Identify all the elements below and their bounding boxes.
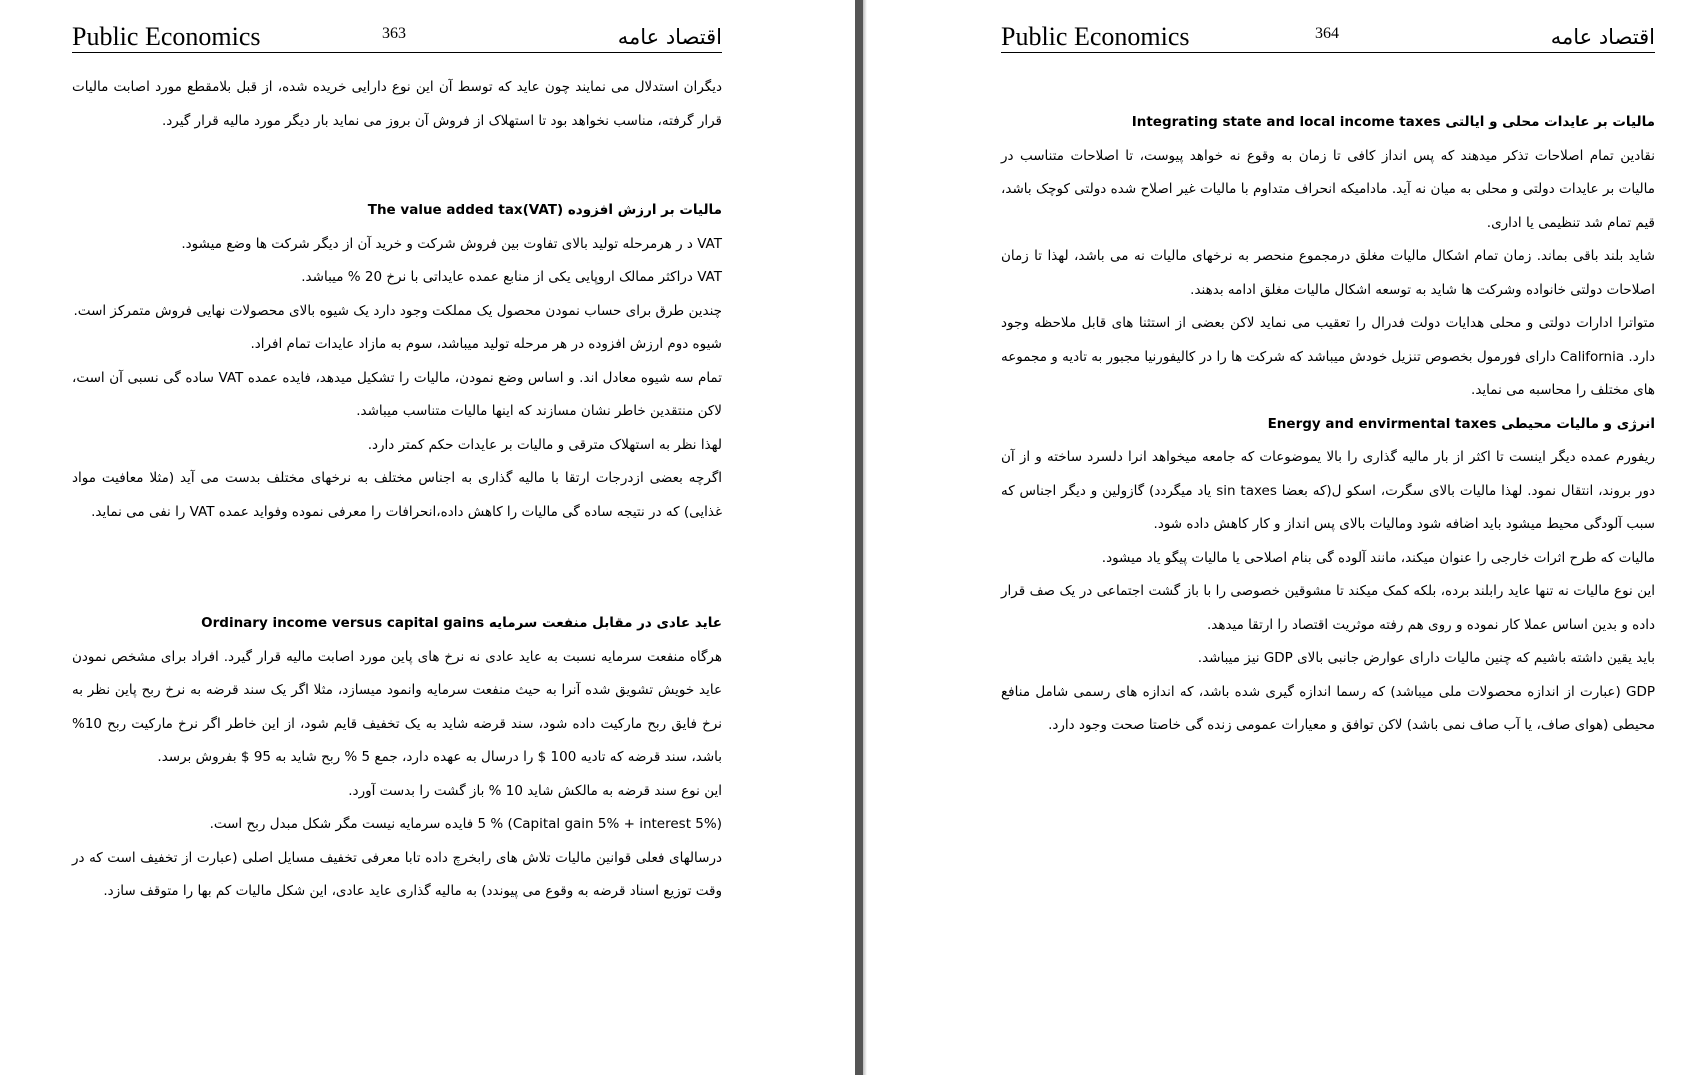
page-header bbox=[1001, 20, 1655, 53]
page-gutter bbox=[855, 0, 863, 1075]
page-364 bbox=[867, 0, 1693, 1075]
paragraph: GDP (عبارت از اندازه محصولات ملی میباشد) که رسما اندازه گیری شده باشد، که اندازه های رسمی شامل منافع محیطی (هوای صاف، یا آب صاف نمی باشد) لاکن توافق و معیارات عمومی زنده گی خاصتا صحت وجود دارد. bbox=[1001, 683, 1655, 733]
page-header bbox=[72, 20, 722, 53]
paragraph: تمام سه شیوه معادل اند. و اساس وضع نمودن، مالیات را تشکیل میدهد، فایده عمده VAT ساده گی نسبی آن است، لاکن منتقدین خاطر نشان مسازند که اینها مالیات متناسب میباشد. bbox=[72, 369, 722, 419]
section-heading-energy-taxes: انرژی و مالیات محیطی Energy and envirmental taxes bbox=[1267, 415, 1655, 432]
paragraph: درسالهای فعلی قوانین مالیات تلاش های رابخرچ داده تابا معرفی تخفیف مسایل اصلی (عبارت از تخفیف است که در وقت توزیع اسناد قرضه به وقوع می پیوندد) به مالیه گذاری عاید عادی، این شکل مالیات کم بها را متوقف سازد. bbox=[72, 849, 722, 899]
paragraph: ریفورم عمده دیگر اینست تا اکثر از بار مالیه گذاری را بالا یموضوعات که جامعه میخواهد انرا دلسرد ساخته و از آن دور بروند، انتقال نمود. لهذا مالیات بالای سگرت، اسکو ل(که بعضا sin taxes یاد میگردد) گازولین و دیگر اجناس که سبب آلودگی محیط میشود باید اضافه شود ومالیات بالای پس انداز و کار کاهش داده شود. bbox=[1001, 449, 1655, 532]
page-number: 363 bbox=[382, 25, 406, 42]
paragraph: مالیات که طرح اثرات خارجی را عنوان میکند، مانند آلوده گی بنام اصلاحی یا مالیات پیگو یاد میشود. bbox=[1101, 549, 1655, 566]
paragraph: (Capital gain 5% + interest 5%) % 5 فایده سرمایه نیست مگر شکل مبدل ربح است. bbox=[209, 816, 722, 832]
paragraph: VAT د ر هرمرحله تولید بالای تفاوت بین فروش شرکت و خرید آن از دیگر شرکت ها وضع میشود. bbox=[181, 235, 722, 252]
paragraph: این نوع مالیات نه تنها عاید رابلند برده، بلکه کمک میکند تا مشوقین خصوصی را با باز گشت اجتماعی در یک صف قرار داده و بدین اساس عملا کار نموده و روی هم رفته موثریت اقتصاد را ارتقا میدهد. bbox=[1001, 583, 1655, 633]
header-english-title: Public Economics bbox=[72, 22, 261, 51]
paragraph: این نوع سند قرضه به مالکش شاید 10 % باز گشت را بدست آورد. bbox=[348, 782, 722, 799]
paragraph: نقادین تمام اصلاحات تذکر میدهند که پس انداز کافی تا زمان به وقوع نه خواهد پیوست، تا اصلاحات متناسب در مالیات بر عایدات دولتی و محلی به میان نه آید. مادامیکه انحراف متداوم با مالیات غیر اصلاح شده دولتی کوچک باشد، قیم تمام شد تنظیمی یا اداری. bbox=[1001, 147, 1655, 231]
paragraph: شیوه دوم ارزش افزوده در هر مرحله تولید میباشد، سوم به مازاد عایدات تمام افراد. bbox=[250, 336, 722, 352]
section-heading-capital-gains: عاید عادی در مقابل منفعت سرمایه Ordinary income versus capital gains bbox=[201, 615, 722, 631]
header-persian-title: اقتصاد عامه bbox=[617, 25, 722, 49]
paragraph: VAT دراکثر ممالک اروپایی یکی از منابع عمده عایداتی با نرخ 20 % میباشد. bbox=[301, 269, 722, 285]
page-number: 364 bbox=[1315, 25, 1339, 42]
paragraph: باید یقین داشته باشیم که چنین مالیات دارای عوارض جانبی بالای GDP نیز میباشد. bbox=[1197, 650, 1655, 666]
page-body bbox=[1001, 106, 1655, 743]
intro-paragraph: دیگران استدلال می نمایند چون عاید که توسط آن این نوع دارایی خریده شده، از قبل بلامقطع مورد اصابت مالیات قرار گرفته، مناسب نخواهد بود تا استهلاک از فروش آن بروز می نماید بار دیگر مورد مالیه قرار گیرد. bbox=[72, 79, 722, 129]
paragraph: چندین طرق برای حساب نمودن محصول یک مملکت وجود دارد یک شیوه بالای محصولات نهایی فروش متمرکز است. bbox=[73, 302, 722, 319]
paragraph: هرگاه منفعت سرمایه نسبت به عاید عادی نه نرخ های پاین مورد اصابت مالیه قرار گیرد. افراد برای مشخص نمودن عاید خویش تشویق شده آنرا به حیث منفعت سرمایه وانمود میسازد، مثلا اگر یک سند قرضه به نرخ ربح پاین نظر به نرخ فایق ربح مارکیت داده شود، سند قرضه شاید به یک تخفیف قایم شود، از این خاطر اگر نرخ مارکیت ربح 10% باشد، سند قرضه که تادیه 100 $ را درسال به عهده دارد، جمع 5 % ربح شاید به 95 $ بفروش برسد. bbox=[72, 648, 722, 765]
paragraph: لهذا نظر به استهلاک مترقی و مالیات بر عایدات حکم کمتر دارد. bbox=[367, 436, 722, 453]
page-body bbox=[72, 71, 722, 909]
section-heading-vat: مالیات بر ارزش افزوده The value added tax(VAT) bbox=[367, 202, 722, 218]
paragraph: متواترا ادارات دولتی و محلی هدایات دولت فدرال را تعقیب می نماید لاکن بعضی از استثنا های قابل ملاحظه وجود دارد. California دارای فورمول بخصوص تنزیل خودش میباشد که شرکت ها را در کالیفورنیا مجبور به تادیه و مجموعه های مختلف را محاسبه می نماید. bbox=[1000, 315, 1655, 398]
paragraph: شاید بلند باقی بماند. زمان تمام اشکال مالیات مغلق درمجموع منحصر به نرخهای مالیات نه می باشد، لهذا تا زمان اصلاحات دولتی خانواده وشرکت ها شاید به توسعه اشکال مالیات مغلق ادامه بدهند. bbox=[1001, 248, 1655, 298]
header-persian-title: اقتصاد عامه bbox=[1550, 25, 1655, 49]
section-heading-integrating-taxes: مالیات بر عایدات محلی و ایالتی Integrating state and local income taxes bbox=[1131, 114, 1655, 130]
header-english-title: Public Economics bbox=[1001, 22, 1190, 51]
paragraph: اگرچه بعضی ازدرجات ارتقا با مالیه گذاری به اجناس مختلف به نرخهای مختلف بدست می آید (مثلا معافیت مواد غذایی) که در نتیجه ساده گی مالیات را کاهش داده،انحرافات را معرفی نموده وفواید عمده VAT را نفی می نماید. bbox=[72, 470, 722, 520]
